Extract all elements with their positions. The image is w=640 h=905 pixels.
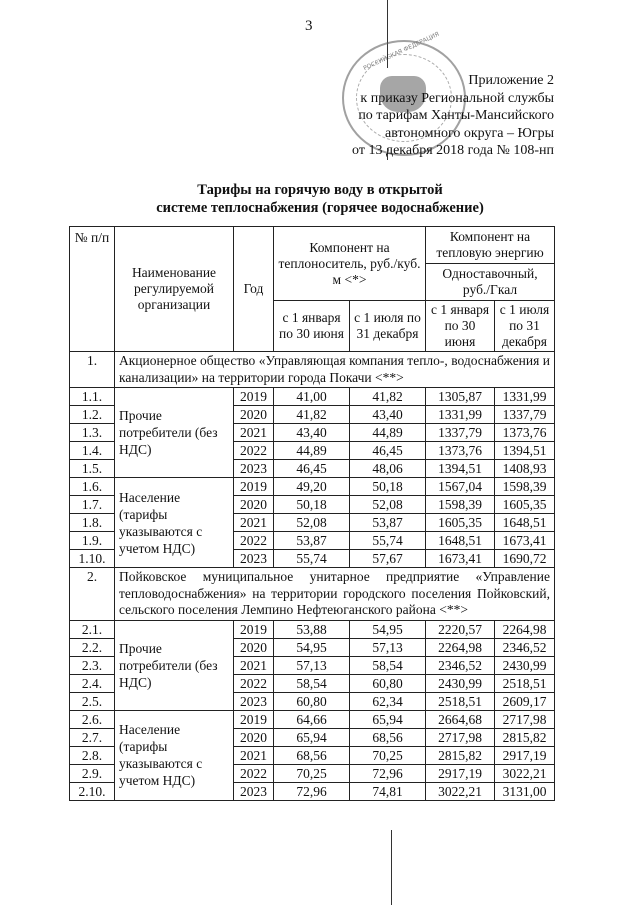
consumer-group: Население (тарифы указываются с учетом НДС) <box>115 478 234 568</box>
table-row: 1.10. 2023 55,74 57,67 1673,41 1690,72 <box>70 550 555 568</box>
table-row: 1.9. 2022 53,87 55,74 1648,51 1673,41 <box>70 532 555 550</box>
table-row: 1.6. Население (тарифы указываются с учетом НДС) 2019 49,20 50,18 1567,04 1598,39 <box>70 478 555 496</box>
table-row: 2.2. 2020 54,95 57,13 2264,98 2346,52 <box>70 638 555 656</box>
header-year: Год <box>234 227 274 352</box>
table-row: 1.7. 2020 50,18 52,08 1598,39 1605,35 <box>70 496 555 514</box>
page-number: 3 <box>305 18 313 34</box>
appendix-note: Приложение 2 к приказу Региональной службы по тарифам Ханты-Мансийского автономного округа – Югры от 13 декабря 2018 года № 108-нп <box>352 73 554 158</box>
table-row: 2.6. Население (тарифы указываются с учетом НДС) 2019 64,66 65,94 2664,68 2717,98 <box>70 710 555 728</box>
consumer-group: Прочие потребители (без НДС) <box>115 620 234 710</box>
header-row <box>70 227 555 264</box>
official-seal-stamp: РОССИЙСКАЯ ФЕДЕРАЦИЯ <box>342 40 466 156</box>
org-row: 1. Акционерное общество «Управляющая компания тепло-, водоснабжения и канализации» на территории города Покачи <**> <box>70 352 555 388</box>
scan-artifact-line <box>391 830 392 905</box>
org-name: Пойковское муниципальное унитарное предприятие «Управление тепловодоснабжения» на территории городского поселения Пойковский, сельского поселения Лемпино Нефтеюганского района <**> <box>115 568 555 621</box>
org-name: Акционерное общество «Управляющая компания тепло-, водоснабжения и канализации» на территории города Покачи <**> <box>115 352 555 388</box>
table-row: 2.10. 2023 72,96 74,81 3022,21 3131,00 <box>70 782 555 800</box>
header-num: № п/п <box>70 227 115 352</box>
header-period-3: с 1 января по 30 июня <box>426 301 495 352</box>
table-row: 1.3. 2021 43,40 44,89 1337,79 1373,76 <box>70 424 555 442</box>
header-period-2: с 1 июля по 31 декабря <box>350 301 426 352</box>
header-carrier: Компонент на теплоноситель, руб./куб. м <*> <box>274 227 426 301</box>
table-row: 2.8. 2021 68,56 70,25 2815,82 2917,19 <box>70 746 555 764</box>
table-row: 1.5. 2023 46,45 48,06 1394,51 1408,93 <box>70 460 555 478</box>
table-row: 1.8. 2021 52,08 53,87 1605,35 1648,51 <box>70 514 555 532</box>
header-energy: Компонент на тепловую энергию <box>426 227 555 264</box>
table-row: 2.5. 2023 60,80 62,34 2518,51 2609,17 <box>70 692 555 710</box>
table-row: 2.7. 2020 65,94 68,56 2717,98 2815,82 <box>70 728 555 746</box>
org-row: 2. Пойковское муниципальное унитарное предприятие «Управление тепловодоснабжения» на территории городского поселения Пойковский, сельского поселения Лемпино Нефтеюганского района <**> <box>70 568 555 621</box>
table-row: 2.3. 2021 57,13 58,54 2346,52 2430,99 <box>70 656 555 674</box>
table-row: 2.4. 2022 58,54 60,80 2430,99 2518,51 <box>70 674 555 692</box>
header-name: Наименование регулируемой организации <box>115 227 234 352</box>
document-title: Тарифы на горячую воду в открытой системе теплоснабжения (горячее водоснабжение) <box>156 182 484 216</box>
table-row: 1.2. 2020 41,82 43,40 1331,99 1337,79 <box>70 406 555 424</box>
table-row: 1.1. Прочие потребители (без НДС) 2019 41,00 41,82 1305,87 1331,99 <box>70 388 555 406</box>
consumer-group: Население (тарифы указываются с учетом НДС) <box>115 710 234 800</box>
table-row: 2.9. 2022 70,25 72,96 2917,19 3022,21 <box>70 764 555 782</box>
consumer-group: Прочие потребители (без НДС) <box>115 388 234 478</box>
table-row: 2.1. Прочие потребители (без НДС) 2019 53,88 54,95 2220,57 2264,98 <box>70 620 555 638</box>
header-period-1: с 1 января по 30 июня <box>274 301 350 352</box>
header-single-rate: Одноставочный, руб./Гкал <box>426 264 555 301</box>
table-row: 1.4. 2022 44,89 46,45 1373,76 1394,51 <box>70 442 555 460</box>
tariff-table <box>69 226 555 801</box>
header-period-4: с 1 июля по 31 декабря <box>495 301 555 352</box>
